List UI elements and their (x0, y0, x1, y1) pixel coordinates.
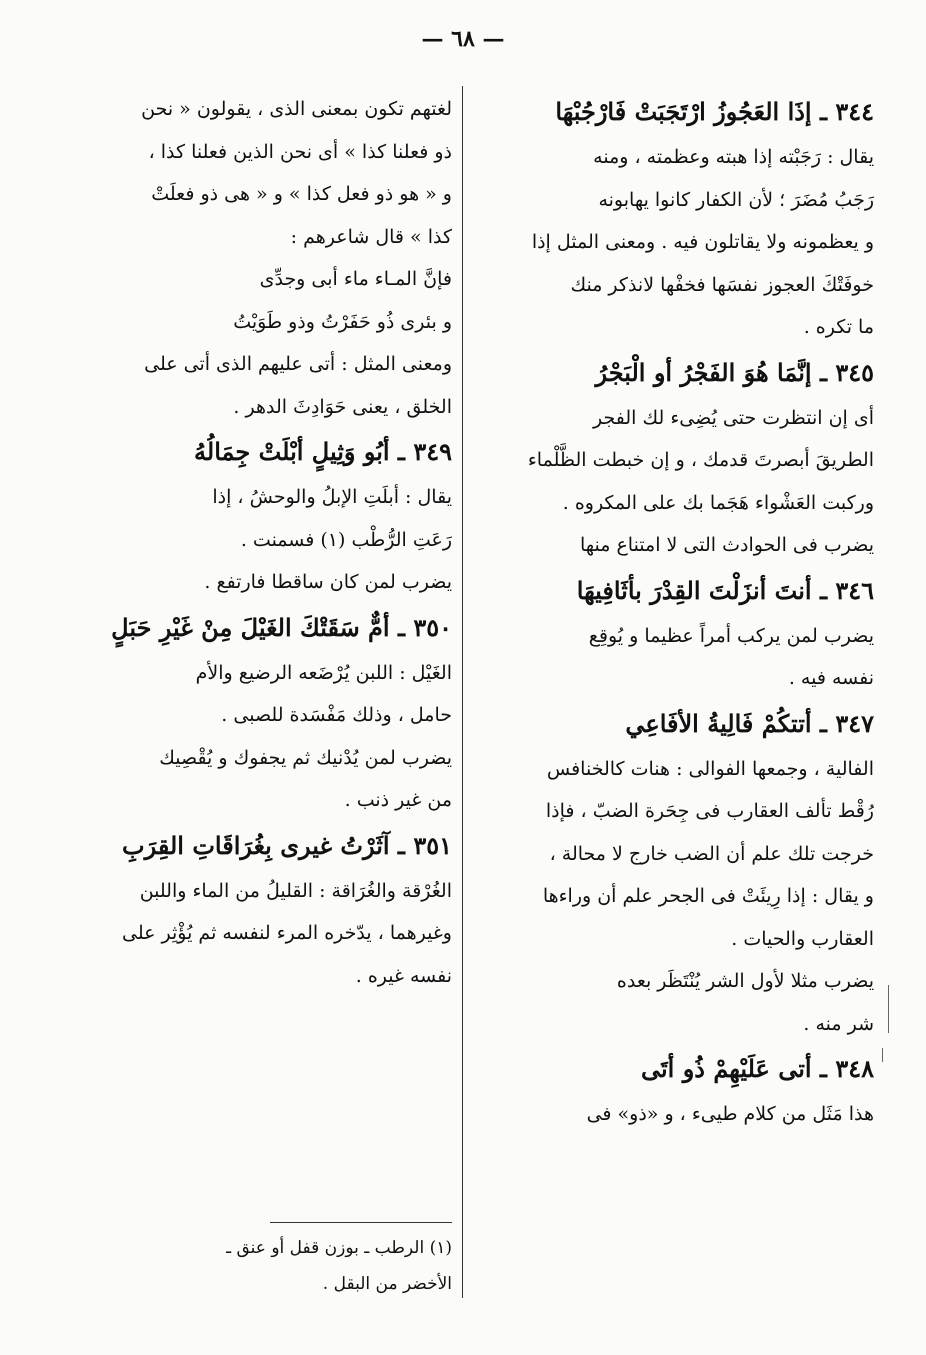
proverb-text-347 (474, 748, 874, 1046)
text-line: شر منه . (803, 1012, 874, 1035)
text-line: خوفَتْكَ العجوز نفسَها فخفْها لانذكر منك (570, 273, 874, 296)
proverb-heading-345: ٣٤٥ ـ إنَّمَا هُوَ الفَجْرُ أو الْبَجْرُ (595, 357, 874, 387)
proverb-text-349 (80, 476, 452, 604)
proverb-text-348 (474, 1093, 874, 1136)
text-line: من غير ذنب . (344, 789, 452, 811)
text-line: الخلق ، يعنى حَوَادِثَ الدهر . (233, 395, 452, 418)
text-line: الغُرْقة والغُرَاقة : القليلُ من الماء واللبن (139, 879, 452, 902)
proverb-text-346 (474, 615, 874, 700)
text-line: يضرب فى الحوادث التى لا امتناع منها (579, 534, 874, 556)
left-column (80, 88, 452, 997)
proverb-text-348-continued (80, 88, 452, 428)
margin-mark (882, 1048, 883, 1062)
right-column (474, 88, 874, 1136)
text-line: نفسه غيره . (355, 964, 452, 987)
proverb-heading-347: ٣٤٧ ـ أتتكُمْ فَالِيةُ الأفَاعِي (625, 708, 874, 738)
text-line: خرجت تلك علم أن الضب خارج لا محالة ، (549, 842, 874, 865)
proverb-heading-351: ٣٥١ ـ آثَرْتُ غيرى بِغُرَاقَاتِ القِرَبِ (122, 830, 452, 860)
poem-line: فإنَّ المـاء ماء أبى وجدِّى (259, 268, 452, 290)
footnote (80, 1230, 452, 1302)
text-line: يضرب لمن كان ساقطا فارتفع . (204, 571, 452, 593)
proverb-text-344 (474, 136, 874, 349)
text-line: لغتهم تكون بمعنى الذى ، يقولون « نحن (141, 98, 452, 120)
text-line: يضرب مثلا لأول الشر يُنْتَظَر بعده (616, 970, 874, 992)
text-line: و يقال : إذا رِيئَتْ فى الجحر علم أن وراءها (542, 885, 874, 907)
text-line: أى إن انتظرت حتى يُضِىء لك الفجر (593, 406, 874, 429)
text-line: الغَيْل : اللبن يُرْضَعه الرضيع والأم (195, 661, 452, 684)
text-line: العقارب والحيات . (731, 927, 874, 950)
text-line: وغيرهما ، يدّخره المرء لنفسه ثم يُؤْثِر على (122, 922, 452, 944)
proverb-heading-346: ٣٤٦ ـ أنتَ أنزَلْتَ القِدْرَ بأثَافِيهَا (576, 575, 874, 605)
page-number: — ٦٨ — (421, 26, 505, 52)
proverb-heading-348: ٣٤٨ ـ أتى عَلَيْهِمْ ذُو أتَى (640, 1054, 874, 1083)
text-line: نفسه فيه . (788, 667, 874, 689)
proverb-heading-350: ٣٥٠ ـ أمٌّ سَقَتْكَ الغَيْلَ مِنْ غَيْرِ حَبَلٍ (111, 612, 452, 642)
proverb-heading-344: ٣٤٤ ـ إذَا العَجُوزُ ارْتَجَبَتْ فَارْجُبْهَا (555, 97, 874, 126)
text-line: رَعَتِ الرُّطْب (١) فسمنت . (240, 528, 452, 551)
text-line: الفالية ، وجمعها الفوالى : هنات كالخنافس (546, 757, 874, 780)
text-line: وركبت العَشْواء هَجَما بك على المكروه . (562, 491, 874, 514)
text-line: كذا » قال شاعرهم : (290, 225, 452, 248)
poem-line: و بئرى ذُو حَفَرْتُ وذو طَوَيْتُ (233, 310, 452, 333)
proverb-heading-349: ٣٤٩ ـ أبُو وَثِيلٍ أبْلَتْ جِمَالُهُ (194, 437, 452, 466)
text-line: و يعظمونه ولا يقاتلون فيه . ومعنى المثل إذا (531, 231, 874, 253)
text-line: الطريقَ أبصرتَ قدمك ، و إن خبطت الظَّلْماء (527, 449, 874, 471)
text-line: و « هو ذو فعل كذا » و « هى ذو فعلَتْ (151, 183, 452, 205)
column-divider (462, 86, 463, 1298)
proverb-text-345 (474, 397, 874, 567)
text-line: هذا مَثَل من كلام طيىء ، و «ذو» فى (586, 1103, 874, 1125)
text-line: يقال : رَجَبْته إذا هبته وعظمته ، ومنه (593, 146, 874, 168)
text-line: ما تكره . (803, 316, 874, 338)
text-line: يضرب لمن يركب أمراً عظيما و يُوقِع (588, 624, 874, 647)
footnote-line: (١) الرطب ـ بوزن قفل أو عنق ـ (226, 1238, 452, 1258)
text-line: يقال : أبلَتِ الإبلُ والوحشُ ، إذا (212, 486, 452, 508)
proverb-text-351 (80, 870, 452, 998)
text-line: ومعنى المثل : أتى عليهم الذى أتى على (144, 353, 452, 375)
text-line: يضرب لمن يُدْنيك ثم يجفوك و يُقْصِيك (159, 746, 452, 769)
text-line: حامل ، وذلك مَفْسَدة للصبى . (221, 704, 452, 726)
margin-mark (888, 985, 889, 1033)
proverb-text-350 (80, 652, 452, 822)
text-line: رُقْط تألف العقارب فى جِحَرة الضبّ ، فإذا (545, 800, 874, 822)
footnote-line: الأخضر من البقل . (322, 1274, 452, 1294)
text-line: رَجَبُ مُضَرَ ؛ لأن الكفار كانوا يهابونه (598, 188, 874, 211)
text-line: ذو فعلنا كذا » أى نحن الذين فعلنا كذا ، (148, 140, 452, 163)
footnote-rule (270, 1222, 452, 1223)
